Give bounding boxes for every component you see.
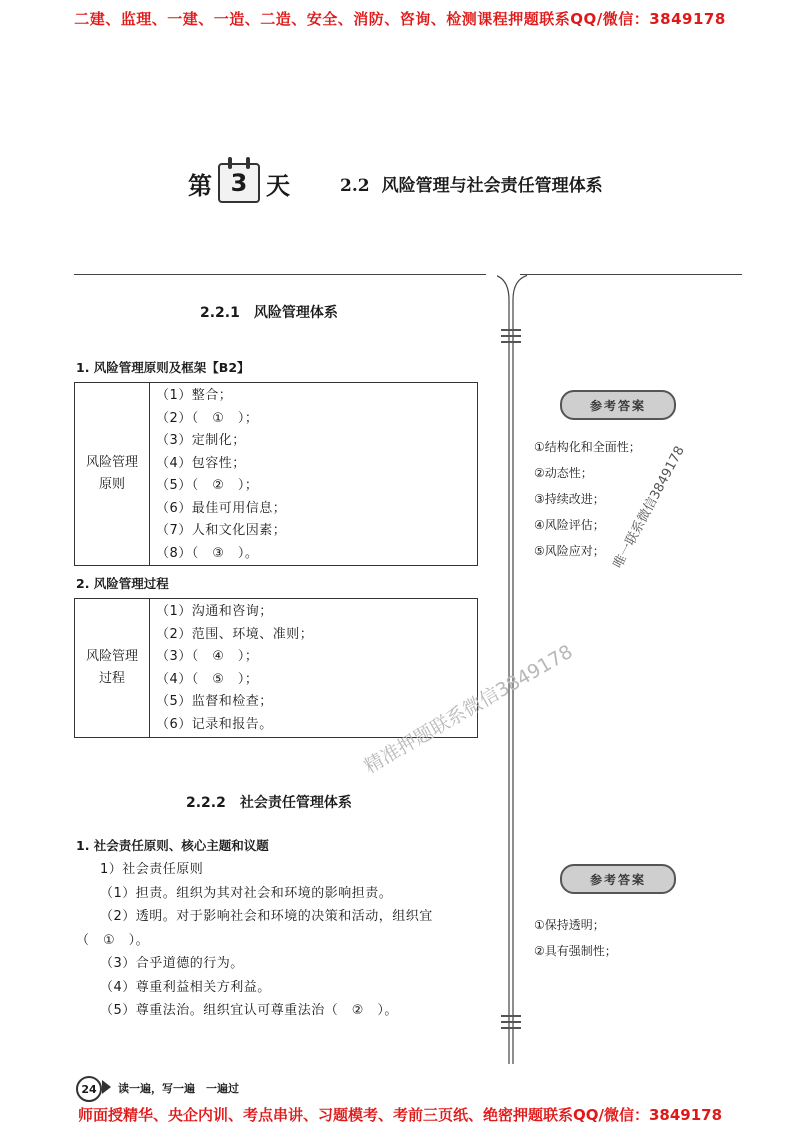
paragraph: （5）尊重法治。组织宜认可尊重法治（ ② ）。 [100,1003,398,1018]
section-title-2-2-2: 2.2.2 社会责任管理体系 [186,795,352,811]
paragraph: （3）合乎道德的行为。 [100,956,244,971]
answer-item: ④风险评估； [534,518,605,532]
answer-item: ②具有强制性； [534,944,617,958]
risk-process-item: （5）监督和检查； [156,694,273,709]
answer-tag-2: 参考答案 [560,864,676,894]
risk-process-item: （1）沟通和咨询； [156,604,273,619]
day-prefix: 第 [188,170,212,200]
risk-process-label-line1: 风险管理 [85,649,138,664]
risk-process-item: （2）范围、环境、准则； [156,626,314,642]
risk-process-item: （6）记录和报告。 [156,716,273,732]
paragraph: （2）透明。对于影响社会和环境的决策和活动，组织宜 [100,909,433,924]
risk-process-box [74,598,478,738]
risk-principle-item: （3）定制化； [156,433,246,448]
risk-process-items [150,599,319,737]
risk-principles-items [150,383,292,565]
risk-principles-label-line2: 原则 [98,477,125,492]
answer-item: ②动态性； [534,466,593,480]
day-suffix: 天 [266,170,290,200]
risk-process-label-line2: 过程 [98,671,125,686]
divider-line-right [520,274,742,275]
bottom-banner: 师面授精华、央企内训、考点串讲、习题模考、考前三页纸、绝密押题联系QQ/微信：3849178 [77,1106,723,1124]
answer-item: ①结构化和全面性； [534,440,641,454]
answer-item: ③持续改进； [534,492,605,506]
risk-principle-item: （2）（ ① ）； [156,410,259,426]
answer-item: ⑤风险应对； [534,544,605,558]
risk-principle-item: （6）最佳可用信息； [156,500,287,516]
risk-principle-item: （5）（ ② ）； [156,478,259,493]
chapter-number: 2.2 [340,175,370,196]
section-title-2-2-1: 2.2.1 风险管理体系 [200,305,338,321]
subsection-title-social-principles: 1. 社会责任原则、核心主题和议题 [76,838,269,853]
paragraph: （1）担责。组织为其对社会和环境的影响担责。 [100,885,393,901]
risk-process-item: （3）（ ④ ）； [156,649,259,664]
risk-principle-item: （4）包容性； [156,455,246,471]
watermark-large: 精准押题联系微信3849178 [360,640,577,779]
risk-principles-label [75,383,150,565]
day-header [188,160,603,206]
answer-item: ①保持透明； [534,918,605,932]
top-banner: 二建、监理、一建、一造、二造、安全、消防、咨询、检测课程押题联系QQ/微信：3849178 [74,10,726,28]
day-number: 3 [230,169,248,197]
subsection-title-risk-process: 2. 风险管理过程 [76,576,169,591]
risk-principles-label-line1: 风险管理 [85,455,138,470]
risk-principles-box [74,382,478,566]
answers-list-2 [534,912,617,964]
answer-tag-1: 参考答案 [560,390,676,420]
divider-line-left [74,274,486,275]
risk-process-label [75,599,150,737]
risk-process-item: （4）（ ⑤ ）； [156,671,259,687]
chapter-title-text: 风险管理与社会责任管理体系 [381,175,603,196]
watermark-small: 唯一联系微信3849178 [610,443,688,571]
subsection-title-risk-principles: 1. 风险管理原则及框架【B2】 [76,360,250,375]
risk-principle-item: （1）整合； [156,388,233,403]
page-arrow-icon [102,1080,111,1094]
calendar-icon [218,163,260,203]
social-principles-body [76,858,486,1023]
paragraph: 1）社会责任原则 [100,862,204,877]
paragraph: （4）尊重利益相关方利益。 [100,979,271,995]
footer-motto: 读一遍，写一遍 一遍过 [118,1082,239,1095]
risk-principle-item: （8）（ ③ ）。 [156,545,259,561]
paragraph: （ ① ）。 [76,932,150,948]
chapter-title [340,171,603,196]
risk-principle-item: （7）人和文化因素； [156,523,287,538]
page-number: 24 [76,1076,102,1102]
